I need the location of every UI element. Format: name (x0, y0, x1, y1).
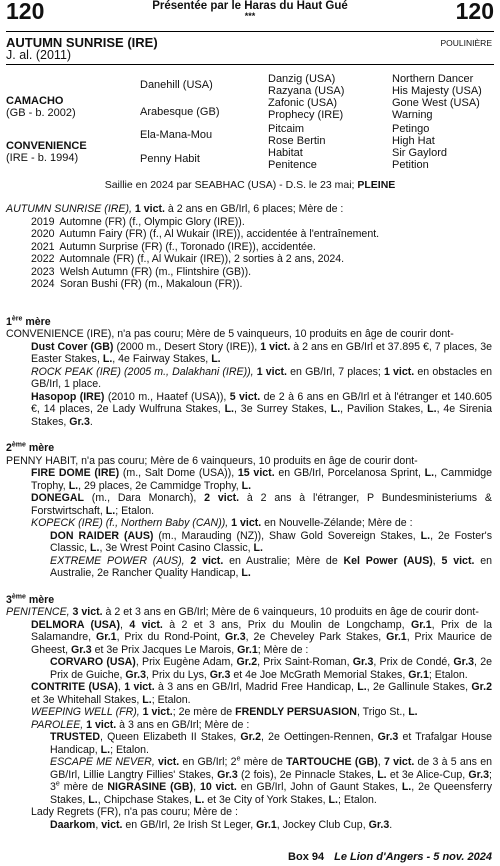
race-grade: Gr.1 (95, 631, 117, 643)
entry-text: , (117, 681, 125, 693)
produce-name: TRUSTED (50, 731, 101, 743)
race-grade: Gr.3 (368, 818, 390, 831)
entry-text: , 3e Surrey Stakes, (233, 403, 331, 415)
race-grade: L. (211, 353, 221, 365)
section-word: mère (25, 442, 55, 454)
entry-text: , (119, 618, 130, 631)
entry-text: en GB/Irl, John of Gaunt Stakes, (236, 781, 402, 793)
produce-entry (6, 341, 492, 366)
entry-wins: vict. (101, 818, 123, 831)
entry-text: . (389, 818, 393, 831)
race-grade: Gr.3 (125, 668, 146, 681)
entry-text: ; 2e mère de (172, 706, 236, 718)
pedigree-gen3: Penitence (268, 159, 317, 171)
produce-entry: Lady Regrets (FR), n'a pas couru; Mère de : (31, 806, 238, 818)
produce-name: FRENDLY PERSUASION (235, 706, 357, 718)
produce-name: DONEGAL (31, 492, 84, 504)
covering-info (0, 179, 500, 191)
produce-entry (6, 819, 492, 832)
race-grade: L. (424, 467, 435, 479)
entry-wins: 7 vict. (383, 756, 415, 768)
produce-year: 2021 (31, 240, 55, 253)
produce-row (6, 216, 492, 229)
entry-text: . (89, 415, 93, 428)
race-grade: L. (408, 706, 418, 718)
pedigree-gen2: Danehill (USA) (140, 79, 213, 91)
race-grade: Gr.1 (410, 618, 432, 631)
entry-wins: 3 vict. (72, 606, 103, 618)
race-grade: Gr.2 (471, 681, 492, 693)
entry-text: , 2e Cheveley Park Stakes, (245, 631, 387, 643)
pedigree-gen2: Penny Habit (140, 153, 200, 165)
entry-text: en Nouvelle-Zélande; Mère de : (261, 517, 413, 529)
pedigree-gen3: Prophecy (IRE) (268, 109, 344, 121)
race-grade: L. (105, 504, 116, 517)
entry-text: ; Etalon. (110, 743, 149, 756)
entry-text: en Australie; Mère de (223, 554, 344, 567)
pedigree-gen3: Rose Bertin (268, 135, 326, 147)
produce-name: TARTOUCHE (GB) (286, 756, 378, 768)
entry-text: , 4e Fairway Stakes, (112, 353, 212, 365)
race-grade: L. (377, 768, 387, 781)
entry-text: , Prix de Condé, (373, 656, 454, 668)
entry-wins: vict. (158, 756, 180, 768)
section-third-dam (6, 594, 492, 607)
race-grade: Gr.3 (217, 768, 238, 781)
entry-text: en GB/Irl, 7 places; (286, 365, 384, 378)
horse-details: J. al. (2011) (6, 48, 72, 62)
entry-text: ; 3 (50, 768, 492, 793)
race-grade: L. (328, 793, 338, 806)
entry-text: , Cammidge Trophy, (31, 467, 493, 492)
race-grade: L. (194, 793, 205, 806)
entry-text: ; Mère de : (257, 643, 309, 656)
pedigree-gen4: His Majesty (USA) (392, 85, 482, 97)
race-grade: Gr.3 (352, 656, 374, 668)
produce-entry (6, 366, 492, 391)
entry-text: ; Etalon. (151, 693, 191, 706)
lot-number-left: 120 (6, 0, 45, 24)
produce-text: Welsh Autumn (FR) (m., Flintshire (GB)). (59, 265, 252, 278)
race-grade: L. (142, 693, 152, 706)
produce-entry (6, 492, 492, 517)
entry-text: en Australie, 2e Rancher Quality Handicap, (50, 554, 492, 579)
section-word: mère (22, 315, 51, 328)
produce-row (6, 253, 492, 266)
entry-text: , (377, 756, 384, 768)
pedigree-gen2: Ela-Mana-Mou (140, 129, 213, 141)
race-grade: Gr.2 (236, 656, 258, 668)
ordinal-sup: e (236, 755, 241, 763)
section-first-dam (6, 316, 492, 329)
race-grade: L. (330, 403, 341, 415)
entry-text: , Prix du Lys, (146, 668, 210, 681)
entry-text: à 3 ans en GB/Irl; Mère de : (116, 718, 250, 731)
produce-row (6, 266, 492, 279)
entry-text: en GB/Irl, Porcelanosa Sprint, (274, 467, 425, 479)
entry-text: , Trigo St., (356, 706, 409, 718)
entry-text: et 4e Joe McGrath Memorial Stakes, (230, 668, 409, 681)
race-grade: Gr.3 (468, 768, 490, 781)
pedigree-gen3: Habitat (268, 147, 303, 159)
produce-entry (6, 555, 492, 580)
horse-name: AUTUMN SUNRISE (IRE) (6, 35, 158, 50)
produce-name: ESCAPE ME NEVER, (50, 756, 158, 768)
pedigree-gen4: High Hat (392, 135, 435, 147)
entry-text: , 2e Prix de Guiche, (50, 656, 492, 681)
entry-text: ; Etalon. (337, 793, 377, 806)
race-grade: L. (68, 479, 79, 492)
entry-wins: 1 vict. (86, 718, 117, 731)
entry-wins: 15 vict. (237, 467, 275, 479)
produce-name: PAROLEE, (31, 718, 87, 731)
entry-text: (2000 m., Desert Story (IRE)), (113, 340, 261, 353)
produce-name: FIRE DOME (IRE) (31, 467, 120, 479)
record-rest: à 2 ans en GB/Irl, 6 places; Mère de : (164, 203, 344, 215)
produce-entry (6, 467, 492, 492)
entry-wins: 1 vict. (142, 706, 173, 718)
section-sup: ème (11, 592, 26, 600)
produce-entry (6, 619, 492, 657)
race-grade: Gr.3 (225, 631, 246, 643)
race-grade: Gr.3 (453, 656, 475, 668)
produce-row (6, 228, 492, 241)
produce-row (6, 241, 492, 254)
sale-place-date: Le Lion d'Angers - 5 nov. 2024 (334, 851, 492, 863)
produce-text: Autumn Surprise (FR) (f., Toronado (IRE)), accidentée. (59, 240, 316, 253)
produce-year: 2022 (31, 253, 55, 265)
produce-name: DELMORA (USA) (31, 618, 120, 631)
pedigree-gen4: Petingo (392, 123, 430, 135)
entry-wins: 5 vict. (441, 554, 475, 567)
race-grade: L. (90, 542, 100, 554)
entry-text: (m., Marauding (NZ)), Shaw Gold Sovereign Stakes, (153, 529, 421, 542)
race-grade: L. (224, 403, 234, 415)
catalogue-body (6, 203, 492, 831)
entry-text: de 2 à 6 ans en GB/Irl et à l'étranger et 140.605 €, 14 places, 2e Lady Wulfruna Stakes, (31, 390, 493, 415)
dam-info: (IRE - b. 1994) (6, 152, 79, 164)
entry-text: et Trafalgar House Handicap, (50, 731, 493, 756)
section-num: 1 (6, 315, 12, 328)
race-grade: L. (401, 781, 412, 793)
race-grade: Gr.1 (386, 631, 407, 643)
entry-wins: 5 vict. (229, 390, 261, 403)
produce-name: CONTRITE (USA) (31, 681, 118, 693)
consignor-line: Présentée par le Haras du Haut Gué (152, 0, 348, 12)
produce-name: NIGRASINE (GB) (107, 781, 194, 793)
entry-text: et 3e City of York Stakes, (204, 793, 329, 806)
entry-text: , (432, 554, 442, 567)
lot-number-right: 120 (455, 0, 494, 24)
page-footer (288, 851, 492, 863)
entry-text: , Prix Maurice de Gheest, (31, 631, 492, 656)
race-grade: Gr.1 (408, 668, 429, 681)
section-num: 2 (6, 442, 12, 454)
produce-name: Hasopop (IRE) (31, 390, 105, 403)
entry-text: mère de (240, 756, 287, 768)
entry-text: , Chipchase Stakes, (97, 793, 195, 806)
sire-info: (GB - b. 2002) (6, 107, 76, 119)
section-num: 3 (6, 593, 12, 606)
produce-year: 2023 (31, 265, 55, 278)
pregnancy-status: PLEINE (357, 179, 396, 191)
entry-text: , 2e Gallinule Stakes, (366, 681, 472, 693)
entry-wins: 2 vict. (204, 492, 240, 504)
produce-entry (6, 731, 492, 756)
entry-text: , 3e Wrest Point Casino Classic, (99, 542, 254, 554)
produce-name: Kel Power (AUS) (343, 554, 433, 567)
entry-text: , (95, 818, 102, 831)
race-grade: Gr.3 (69, 415, 90, 428)
entry-text: de 3 à 5 ans en GB/Irl, Lillie Langtry Fillies' Stakes, (50, 756, 492, 781)
stars: *** (244, 11, 256, 21)
entry-wins: 1 vict. (383, 365, 415, 378)
pedigree-gen4: Sir Gaylord (392, 147, 448, 159)
produce-year: 2020 (31, 228, 55, 240)
record-name: AUTUMN SUNRISE (IRE), (6, 203, 135, 215)
entry-text: mère de (59, 781, 108, 793)
entry-text: , Pavilion Stakes, (340, 403, 428, 415)
pedigree-gen3: Zafonic (USA) (268, 97, 338, 109)
race-grade: L. (102, 353, 113, 365)
produce-row (6, 278, 492, 291)
horse-category: POULINIÈRE (440, 38, 492, 48)
pedigree-gen2: Arabesque (GB) (140, 106, 220, 118)
entry-text: à 2 ans en GB/Irl et 37.895 €, 7 places, 3e Easter Stakes, (31, 340, 492, 365)
entry-text: , (193, 781, 200, 793)
entry-text: à 2 et 3 ans, Prix du Moulin de Longchamp, (162, 618, 411, 631)
entry-text: , 2e Queensferry Stakes, (50, 781, 493, 806)
covering-text: Saillie en 2024 par SEABHAC (USA) - D.S. le 23 mai; (104, 179, 358, 191)
entry-text: à 2 ans à l'étranger, P Bundesministeriums & Forstwirtschaft, (31, 492, 492, 517)
entry-text: en obstacles en GB/Irl, 1 place. (31, 365, 492, 390)
produce-text: Automne (FR) (f., Olympic Glory (IRE)). (59, 215, 245, 228)
pedigree-gen4: Northern Dancer (392, 73, 474, 85)
race-grade: L. (241, 479, 252, 492)
entry-wins: 1 vict. (231, 517, 262, 529)
produce-entry (6, 391, 492, 429)
section-word: mère (25, 593, 55, 606)
entry-wins: 1 vict. (256, 365, 287, 378)
produce-name: Daarkom (50, 818, 96, 831)
ordinal-sup: e (55, 780, 60, 788)
produce-entry (6, 656, 492, 681)
section-second-dam (6, 442, 492, 455)
dam-name: CONVENIENCE (6, 140, 87, 152)
race-grade: Gr.1 (256, 818, 277, 831)
entry-text: (2010 m., Haatef (USA)), (104, 390, 230, 403)
entry-text: à 2 et 3 ans en GB/Irl; Mère de 6 vainqueurs, 10 produits en âge de courir dont- (102, 606, 479, 618)
entry-text: , Prix de la Salamandre, (31, 618, 492, 643)
pedigree-gen4: Warning (392, 109, 433, 121)
entry-text: ; Etalon. (428, 668, 468, 681)
entry-wins: 1 vict. (260, 340, 291, 353)
entry-text: (m., Salt Dome (USA)), (119, 467, 238, 479)
dam-name: PENITENCE, (6, 606, 73, 618)
produce-name: KOPECK (IRE) (f., Northern Baby (CAN)), (31, 517, 232, 529)
entry-text: , Prix du Rond-Point, (116, 631, 226, 643)
entry-wins: 10 vict. (199, 781, 237, 793)
third-dam-intro (6, 606, 492, 619)
entry-text: et 3e Prix Jacques Le Marois, (91, 643, 238, 656)
produce-entry (6, 719, 492, 732)
produce-entry (6, 756, 492, 806)
produce-year: 2019 (31, 215, 55, 228)
entry-text: ; Etalon. (115, 504, 155, 517)
race-grade: Gr.3 (71, 643, 92, 656)
produce-entry (6, 530, 492, 555)
race-grade: L. (88, 793, 98, 806)
produce-text: Automnale (FR) (f., Al Wukair (IRE)), 2 sorties à 2 ans, 2024. (59, 253, 345, 265)
sire-name: CAMACHO (6, 95, 64, 107)
race-grade: L. (100, 743, 111, 756)
entry-text: , Queen Elizabeth II Stakes, (100, 731, 241, 743)
record-line (6, 203, 492, 216)
first-dam-intro: CONVENIENCE (IRE), n'a pas couru; Mère de 5 vainqueurs, 10 produits en âge de courir dont- (6, 328, 454, 340)
box-number: Box 94 (288, 851, 325, 863)
produce-name: Dust Cover (GB) (31, 340, 114, 353)
produce-name: ROCK PEAK (IRE) (2005 m., Dalakhani (IRE)), (31, 365, 257, 378)
race-grade: Gr.3 (209, 668, 231, 681)
entry-text: , Prix Eugène Adam, (135, 656, 237, 668)
entry-text: , Prix Saint-Roman, (257, 656, 353, 668)
entry-text: et 3e Alice-Cup, (386, 768, 469, 781)
entry-text: en GB/Irl, 2e Irish St Leger, (122, 818, 257, 831)
produce-name: CORVARO (USA) (50, 656, 136, 668)
second-dam-intro: PENNY HABIT, n'a pas couru; Mère de 6 vainqueurs, 10 produits en âge de courir dont- (6, 454, 418, 467)
pedigree-gen4: Gone West (USA) (392, 97, 480, 109)
entry-text: , Jockey Club Cup, (276, 818, 369, 831)
produce-name: WEEPING WELL (FR), (31, 706, 143, 718)
produce-name: DON RAIDER (AUS) (50, 529, 154, 542)
race-grade: Gr.3 (377, 731, 399, 743)
race-grade: L. (241, 567, 251, 579)
race-grade: Gr.1 (237, 643, 258, 656)
entry-wins: 2 vict. (190, 554, 224, 567)
entry-text: à 3 ans en GB/Irl, Madrid Free Handicap, (154, 681, 358, 693)
pedigree-gen3: Pitcaim (268, 123, 305, 135)
entry-text: (m., Dara Monarch), (83, 492, 205, 504)
record-wins: 1 vict. (134, 203, 165, 215)
produce-entry (6, 517, 492, 530)
race-grade: L. (427, 403, 437, 415)
pedigree-gen3: Razyana (USA) (268, 85, 345, 97)
race-grade: L. (253, 542, 263, 554)
pedigree-top-divider (6, 64, 494, 65)
produce-entry (6, 706, 492, 719)
entry-wins: 1 vict. (124, 681, 155, 693)
produce-text: Autumn Fairy (FR) (f., Al Wukair (IRE)), accidentée à l'entraînement. (59, 228, 380, 240)
entry-text: (2 fois), 2e Pinnacle Stakes, (237, 768, 378, 781)
pedigree-gen3: Danzig (USA) (268, 73, 336, 85)
entry-text: , 4e Sirenia Stakes, (31, 403, 493, 428)
race-grade: Gr.2 (240, 731, 261, 743)
pedigree-gen4: Petition (392, 159, 429, 171)
entry-text: , 29 places, 2e Cammidge Trophy, (78, 479, 242, 492)
produce-text: Soran Bushi (FR) (m., Makaloun (FR)). (59, 278, 243, 290)
entry-text: , 2e Oettingen-Rennen, (260, 731, 378, 743)
entry-text: en GB/Irl; 2 (179, 756, 237, 768)
section-sup: ème (11, 441, 26, 449)
produce-year: 2024 (31, 278, 55, 290)
entry-text: , 2e Foster's Classic, (50, 529, 492, 554)
race-grade: L. (420, 529, 431, 542)
section-sup: ère (11, 314, 23, 322)
produce-name: EXTREME POWER (AUS), (50, 554, 191, 567)
entry-wins: 4 vict. (129, 618, 163, 631)
race-grade: L. (357, 681, 367, 693)
entry-text: et 3e Whitehall Stakes, (31, 693, 143, 706)
produce-entry (6, 681, 492, 706)
header-divider (6, 31, 494, 32)
